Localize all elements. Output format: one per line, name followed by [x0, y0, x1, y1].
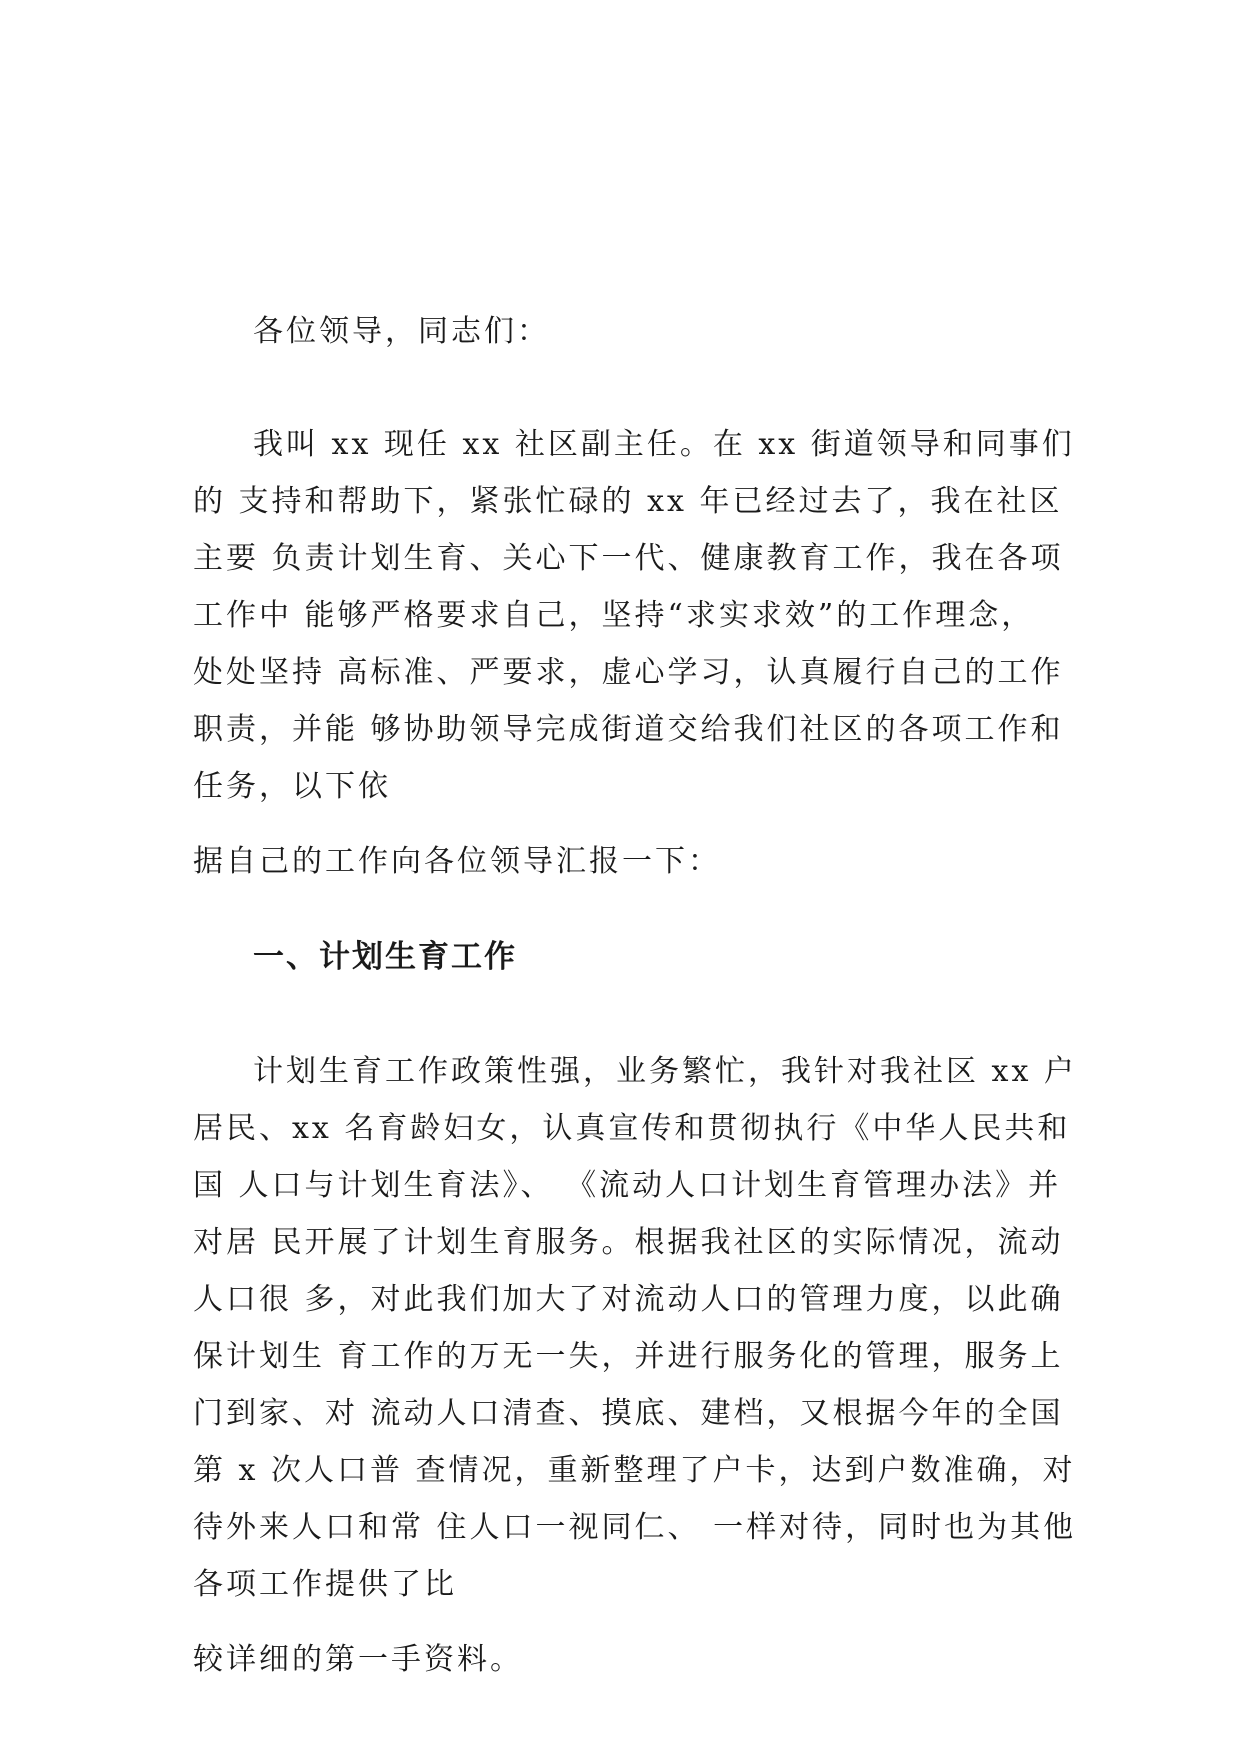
section-line-7: 门到家、对 流动人口清查、摸底、建档，又根据今年的全国 — [193, 1396, 1064, 1431]
intro-line-3: 主要 负责计划生育、关心下一代、健康教育工作，我在各项 — [193, 541, 1064, 576]
intro-line-1: 我叫 xx 现任 xx 社区副主任。在 xx 街道领导和同事们 — [253, 427, 1075, 462]
intro-line-6: 职责，并能 够协助领导完成街道交给我们社区的各项工作和 — [193, 712, 1064, 747]
section-line-6: 保计划生 育工作的万无一失，并进行服务化的管理，服务上 — [193, 1339, 1064, 1374]
intro-line-2: 的 支持和帮助下，紧张忙碌的 xx 年已经过去了，我在社区 — [193, 484, 1063, 519]
section-line-10: 各项工作提供了比 — [193, 1567, 457, 1602]
section-line-9: 待外来人口和常 住人口一视同仁、 一样对待，同时也为其他 — [193, 1510, 1077, 1545]
section-line-5: 人口很 多，对此我们加大了对流动人口的管理力度，以此确 — [193, 1282, 1064, 1317]
section-heading: 一、计划生育工作 — [253, 939, 517, 975]
section-line-1: 计划生育工作政策性强，业务繁忙，我针对我社区 xx 户 — [253, 1054, 1077, 1089]
section-line-8: 第 x 次人口普 查情况，重新整理了户卡，达到户数准确，对 — [193, 1453, 1076, 1488]
section-line-3: 国 人口与计划生育法》、 《流动人口计划生育管理办法》并 — [193, 1168, 1062, 1203]
section-line-4: 对居 民开展了计划生育服务。根据我社区的实际情况，流动 — [193, 1225, 1064, 1260]
intro-line-7: 任务，以下依 — [193, 769, 391, 804]
salutation: 各位领导，同志们： — [253, 314, 550, 349]
intro-continuation: 据自己的工作向各位领导汇报一下： — [193, 844, 721, 879]
section-continuation: 较详细的第一手资料。 — [193, 1642, 523, 1677]
intro-line-5: 处处坚持 高标准、严要求，虚心学习，认真履行自己的工作 — [193, 655, 1064, 690]
section-line-2: 居民、xx 名育龄妇女，认真宣传和贯彻执行《中华人民共和 — [193, 1111, 1071, 1146]
intro-line-4: 工作中 能够严格要求自己，坚持“求实求效”的工作理念， — [193, 598, 1035, 633]
